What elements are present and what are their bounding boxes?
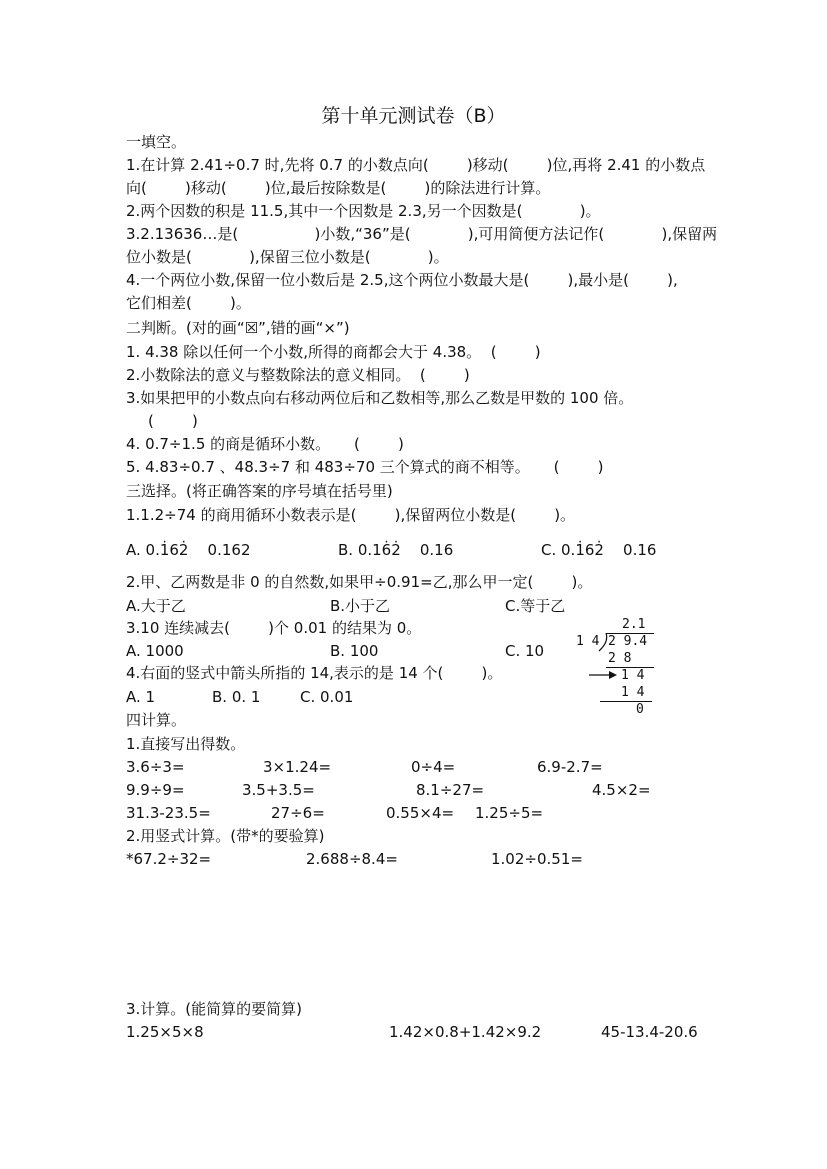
- question-3-2: 2.甲、乙两数是非 0 的自然数,如果甲÷0.91=乙,那么甲一定( )。: [126, 573, 593, 591]
- division-divisor: 1 4: [576, 634, 600, 649]
- option-3-1-c: C. 0.1̇62̇ 0.16: [541, 541, 657, 559]
- section-heading-choice: 三选择。(将正确答案的序号填在括号里): [126, 482, 393, 500]
- question-2-1: 1. 4.38 除以任何一个小数,所得的商都会大于 4.38。 ( ): [126, 343, 541, 361]
- division-step-remainder: 1 4: [621, 668, 645, 683]
- question-3-4: 4.右面的竖式中箭头所指的 14,表示的是 14 个( )。: [126, 664, 503, 682]
- calc-item: 1.42×0.8+1.42×9.2: [389, 1023, 542, 1041]
- option-3-2-a: A.大于乙: [126, 597, 186, 615]
- question-2-3-line2: ( ): [148, 412, 198, 430]
- calc-part-1-title: 1.直接写出得数。: [126, 735, 246, 753]
- question-2-5: 5. 4.83÷0.7 、48.3÷7 和 483÷70 三个算式的商不相等。 ( ): [126, 458, 604, 476]
- section-heading-calc: 四计算。: [126, 711, 187, 729]
- question-2-2: 2.小数除法的意义与整数除法的意义相同。 ( ): [126, 366, 470, 384]
- calc-item: 8.1÷27=: [416, 781, 485, 799]
- calc-item: 1.25÷5=: [475, 804, 544, 822]
- option-3-2-c: C.等于乙: [505, 597, 566, 615]
- option-3-3-a: A. 1000: [126, 642, 184, 660]
- option-3-1-b: B. 0.16̇2̇ 0.16: [338, 541, 454, 559]
- question-1-4-line2: 它们相差( )。: [126, 294, 251, 312]
- calc-item: 0÷4=: [411, 758, 456, 776]
- question-2-3-line1: 3.如果把甲的小数点向右移动两位后和乙数相等,那么乙数是甲数的 100 倍。: [126, 389, 634, 407]
- calc-item: 0.55×4=: [386, 804, 455, 822]
- calc-item: 9.9÷9=: [126, 781, 185, 799]
- calc-item: *67.2÷32=: [126, 850, 212, 868]
- option-3-2-b: B.小于乙: [330, 597, 391, 615]
- question-3-1: 1.1.2÷74 的商用循环小数表示是( ),保留两位小数是( )。: [126, 506, 576, 524]
- option-3-4-c: C. 0.01: [300, 688, 354, 706]
- section-heading-judge: 二判断。(对的画“☒”,错的画“×”): [126, 319, 350, 337]
- question-2-4: 4. 0.7÷1.5 的商是循环小数。 ( ): [126, 435, 404, 453]
- division-step-product: 2 8: [608, 651, 632, 666]
- question-1-1-line1: 1.在计算 2.41÷0.7 时,先将 0.7 的小数点向( )移动( )位,再将 2.41 的小数点: [126, 156, 706, 174]
- option-3-3-b: B. 100: [330, 642, 379, 660]
- option-3-4-a: A. 1: [126, 688, 156, 706]
- calc-part-2-title: 2.用竖式计算。(带*的要验算): [126, 827, 325, 845]
- question-1-2: 2.两个因数的积是 11.5,其中一个因数是 2.3,另一个因数是( )。: [126, 202, 601, 220]
- division-dividend: 2 9.4: [608, 634, 648, 649]
- calc-item: 2.688÷8.4=: [306, 850, 398, 868]
- option-3-1-a: A. 0.1̇62̇ 0.162: [126, 541, 251, 559]
- division-line-2: [600, 701, 652, 702]
- question-1-1-line2: 向( )移动( )位,最后按除数是( )的除法进行计算。: [126, 179, 551, 197]
- long-division-figure: [570, 616, 660, 716]
- option-3-3-c: C. 10: [505, 642, 545, 660]
- calc-item: 3.6÷3=: [126, 758, 185, 776]
- division-final-remainder: 0: [636, 702, 644, 717]
- calc-item: 45-13.4-20.6: [601, 1023, 698, 1041]
- arrow-right-icon: [588, 669, 620, 681]
- question-3-3: 3.10 连续减去( )个 0.01 的结果为 0。: [126, 619, 422, 637]
- calc-item: 31.3-23.5=: [126, 804, 211, 822]
- calc-item: 3×1.24=: [263, 758, 332, 776]
- calc-part-3-title: 3.计算。(能简算的要简算): [126, 1000, 303, 1018]
- division-quotient: 2.1: [622, 617, 646, 632]
- question-1-3-line1: 3.2.13636…是( )小数,“36”是( ),可用简便方法记作( ),保留两: [126, 225, 718, 243]
- calc-item: 6.9-2.7=: [537, 758, 603, 776]
- option-3-4-b: B. 0. 1: [212, 688, 261, 706]
- page-title: 第十单元测试卷（B）: [321, 105, 506, 127]
- calc-item: 1.02÷0.51=: [491, 850, 583, 868]
- calc-item: 4.5×2=: [592, 781, 651, 799]
- calc-item: 27÷6=: [271, 804, 325, 822]
- section-heading-fill: 一填空。: [126, 133, 187, 151]
- calc-item: 1.25×5×8: [126, 1023, 204, 1041]
- division-step-product-2: 1 4: [621, 685, 645, 700]
- question-1-3-line2: 位小数是( ),保留三位小数是( )。: [126, 248, 449, 266]
- question-1-4-line1: 4.一个两位小数,保留一位小数后是 2.5,这个两位小数最大是( ),最小是( ),: [126, 271, 678, 289]
- calc-item: 3.5+3.5=: [242, 781, 315, 799]
